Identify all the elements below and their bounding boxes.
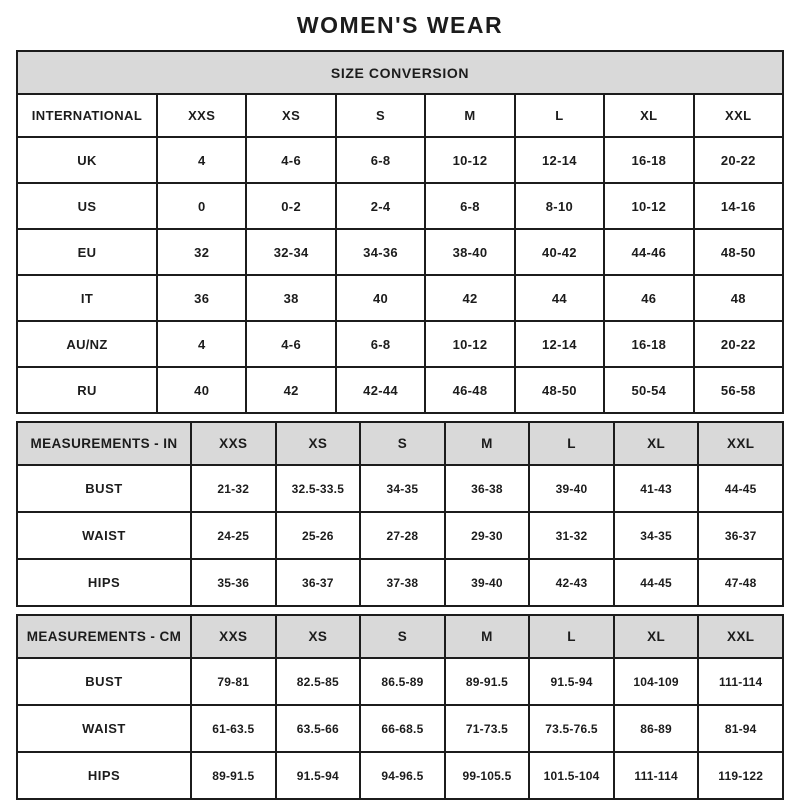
cell: 99-105.5: [445, 752, 530, 799]
row-label: WAIST: [17, 512, 191, 559]
cell: 8-10: [515, 183, 604, 229]
row-label: UK: [17, 137, 157, 183]
row-label: EU: [17, 229, 157, 275]
cell: 38: [246, 275, 335, 321]
cell: 40-42: [515, 229, 604, 275]
cell: 48-50: [694, 229, 783, 275]
measurements-cm-table: [16, 614, 784, 800]
cell: 104-109: [614, 658, 699, 705]
measurements-cm-header-row: [17, 615, 783, 658]
table-row-waist-in: [17, 512, 783, 559]
cell: 34-35: [360, 465, 445, 512]
cell: 25-26: [276, 512, 361, 559]
size-header-cell: L: [529, 615, 614, 658]
size-header-cell: XS: [246, 94, 335, 137]
cell: 16-18: [604, 321, 693, 367]
cell: 24-25: [191, 512, 276, 559]
cell: 48-50: [515, 367, 604, 413]
cell: 4-6: [246, 137, 335, 183]
cell: 40: [336, 275, 425, 321]
measurements-in-table: [16, 421, 784, 607]
size-header-cell: XL: [614, 615, 699, 658]
size-header-cell: XXS: [191, 422, 276, 465]
cell: 91.5-94: [529, 658, 614, 705]
cell: 37-38: [360, 559, 445, 606]
cell: 16-18: [604, 137, 693, 183]
cell: 0: [157, 183, 246, 229]
size-header-cell: XS: [276, 615, 361, 658]
table-row-uk: [17, 137, 783, 183]
row-label: BUST: [17, 465, 191, 512]
row-label: BUST: [17, 658, 191, 705]
size-header-cell: XS: [276, 422, 361, 465]
cell: 86.5-89: [360, 658, 445, 705]
cell: 32.5-33.5: [276, 465, 361, 512]
cell: 0-2: [246, 183, 335, 229]
row-label: AU/NZ: [17, 321, 157, 367]
table-row-us: [17, 183, 783, 229]
cell: 89-91.5: [445, 658, 530, 705]
cell: 4-6: [246, 321, 335, 367]
header-label: MEASUREMENTS - IN: [17, 422, 191, 465]
cell: 71-73.5: [445, 705, 530, 752]
cell: 39-40: [529, 465, 614, 512]
cell: 2-4: [336, 183, 425, 229]
size-header-cell: S: [360, 615, 445, 658]
cell: 42-44: [336, 367, 425, 413]
cell: 10-12: [604, 183, 693, 229]
row-label: HIPS: [17, 559, 191, 606]
row-label: HIPS: [17, 752, 191, 799]
cell: 79-81: [191, 658, 276, 705]
cell: 42-43: [529, 559, 614, 606]
cell: 89-91.5: [191, 752, 276, 799]
cell: 20-22: [694, 137, 783, 183]
cell: 6-8: [425, 183, 514, 229]
cell: 61-63.5: [191, 705, 276, 752]
table-row-hips-cm: [17, 752, 783, 799]
table-row-waist-cm: [17, 705, 783, 752]
cell: 40: [157, 367, 246, 413]
cell: 86-89: [614, 705, 699, 752]
cell: 27-28: [360, 512, 445, 559]
cell: 111-114: [698, 658, 783, 705]
cell: 50-54: [604, 367, 693, 413]
size-header-cell: XXL: [694, 94, 783, 137]
size-conversion-banner: SIZE CONVERSION: [17, 51, 783, 94]
cell: 21-32: [191, 465, 276, 512]
cell: 20-22: [694, 321, 783, 367]
size-header-cell: XXS: [157, 94, 246, 137]
cell: 73.5-76.5: [529, 705, 614, 752]
cell: 94-96.5: [360, 752, 445, 799]
cell: 34-36: [336, 229, 425, 275]
row-label: WAIST: [17, 705, 191, 752]
cell: 31-32: [529, 512, 614, 559]
size-conversion-header-row: [17, 94, 783, 137]
size-header-cell: XXL: [698, 615, 783, 658]
size-conversion-banner-row: [17, 51, 783, 94]
cell: 29-30: [445, 512, 530, 559]
header-label: INTERNATIONAL: [17, 94, 157, 137]
size-header-cell: M: [445, 615, 530, 658]
table-row-eu: [17, 229, 783, 275]
cell: 82.5-85: [276, 658, 361, 705]
size-header-cell: XXL: [698, 422, 783, 465]
cell: 36-37: [276, 559, 361, 606]
cell: 4: [157, 137, 246, 183]
cell: 66-68.5: [360, 705, 445, 752]
cell: 36-37: [698, 512, 783, 559]
cell: 36: [157, 275, 246, 321]
cell: 32-34: [246, 229, 335, 275]
cell: 63.5-66: [276, 705, 361, 752]
cell: 44-45: [614, 559, 699, 606]
cell: 119-122: [698, 752, 783, 799]
cell: 12-14: [515, 137, 604, 183]
table-row-bust-in: [17, 465, 783, 512]
cell: 48: [694, 275, 783, 321]
page-title: WOMEN'S WEAR: [296, 12, 504, 38]
table-row-hips-in: [17, 559, 783, 606]
cell: 47-48: [698, 559, 783, 606]
header-label: MEASUREMENTS - CM: [17, 615, 191, 658]
cell: 10-12: [425, 321, 514, 367]
size-header-cell: S: [336, 94, 425, 137]
size-header-cell: XL: [614, 422, 699, 465]
cell: 6-8: [336, 321, 425, 367]
cell: 38-40: [425, 229, 514, 275]
size-header-cell: S: [360, 422, 445, 465]
row-label: IT: [17, 275, 157, 321]
table-row-aunz: [17, 321, 783, 367]
size-header-cell: L: [515, 94, 604, 137]
cell: 101.5-104: [529, 752, 614, 799]
cell: 44-46: [604, 229, 693, 275]
table-row-bust-cm: [17, 658, 783, 705]
size-chart-page: [16, 0, 784, 800]
table-row-it: [17, 275, 783, 321]
size-header-cell: M: [445, 422, 530, 465]
cell: 34-35: [614, 512, 699, 559]
table-row-ru: [17, 367, 783, 413]
size-conversion-table: [16, 50, 784, 414]
cell: 56-58: [694, 367, 783, 413]
row-label: RU: [17, 367, 157, 413]
cell: 39-40: [445, 559, 530, 606]
cell: 81-94: [698, 705, 783, 752]
cell: 44-45: [698, 465, 783, 512]
cell: 46: [604, 275, 693, 321]
cell: 91.5-94: [276, 752, 361, 799]
size-header-cell: XXS: [191, 615, 276, 658]
cell: 41-43: [614, 465, 699, 512]
measurements-in-header-row: [17, 422, 783, 465]
size-header-cell: M: [425, 94, 514, 137]
cell: 111-114: [614, 752, 699, 799]
cell: 44: [515, 275, 604, 321]
cell: 46-48: [425, 367, 514, 413]
cell: 12-14: [515, 321, 604, 367]
cell: 32: [157, 229, 246, 275]
size-header-cell: L: [529, 422, 614, 465]
size-header-cell: XL: [604, 94, 693, 137]
cell: 42: [425, 275, 514, 321]
cell: 4: [157, 321, 246, 367]
cell: 10-12: [425, 137, 514, 183]
cell: 6-8: [336, 137, 425, 183]
cell: 14-16: [694, 183, 783, 229]
row-label: US: [17, 183, 157, 229]
cell: 35-36: [191, 559, 276, 606]
cell: 42: [246, 367, 335, 413]
cell: 36-38: [445, 465, 530, 512]
